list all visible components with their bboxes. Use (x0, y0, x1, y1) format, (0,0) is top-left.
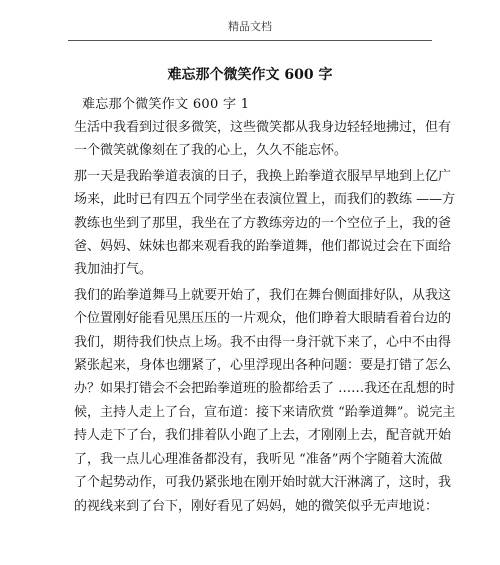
document-title: 难忘那个微笑作文 600 字 (167, 67, 333, 83)
page-bottom-fade (0, 553, 500, 565)
text-line: 场来，此时已有四五个同学坐在表演位置上，而我们的教练 ——方 (74, 192, 456, 208)
text-line: 生活中我看到过很多微笑，这些微笑都从我身边轻轻地拂过，但有 (74, 120, 452, 135)
paragraph (74, 284, 456, 518)
text-line: 了个起势动作，可我仍紧张地在刚开始时就大汗淋漓了，这时，我 (74, 475, 452, 491)
text-line: 爸、妈妈、妹妹也都来观看我的跆拳道舞，他们都说过会在下面给 (74, 239, 452, 255)
paragraph (74, 165, 456, 282)
text-line: 候，主持人走上了台，宣布道：接下来请欣赏 “跆拳道舞”。说完主 (74, 404, 456, 420)
text-line: 我们的跆拳道舞马上就要开始了，我们在舞台侧面排好队，从我这 (74, 287, 452, 303)
document-subtitle: 难忘那个微笑作文 600 字 1 (82, 97, 250, 112)
text-line: 一个微笑就像刻在了我的心上，久久不能忘怀。 (74, 143, 348, 159)
header-divider (68, 40, 432, 41)
paragraph (74, 116, 452, 163)
text-line: 了，我一点儿心理准备都没有，我听见 “准备”两个字随着大流做 (74, 451, 443, 467)
document-body (74, 116, 456, 520)
page-header: 精品文档 (228, 20, 272, 33)
text-line: 紧张起来，身体也绷紧了，心里浮现出各种问题：要是打错了怎么 (74, 358, 452, 374)
text-line: 个位置刚好能看见黑压压的一片观众，他们睁着大眼睛看着台边的 (74, 311, 452, 327)
text-line: 的视线来到了台下，刚好看见了妈妈，她的微笑似乎无声地说： (74, 498, 439, 514)
text-line: 我加油打气。 (74, 262, 153, 278)
text-line: 持人走下了台，我们排着队小跑了上去，才刚刚上去，配音就开始 (74, 428, 452, 444)
text-line: 那一天是我跆拳道表演的日子，我换上跆拳道衣服早早地到上亿广 (74, 168, 452, 184)
text-line: 我们，期待我们快点上场。我不由得一身汗就下来了，心中不由得 (74, 334, 452, 350)
text-line: 教练也坐到了那里，我坐在了方教练旁边的一个空位子上，我的爸 (74, 215, 452, 231)
text-line: 办？如果打错会不会把跆拳道班的脸都给丢了 ……我还在乱想的时 (74, 381, 456, 397)
